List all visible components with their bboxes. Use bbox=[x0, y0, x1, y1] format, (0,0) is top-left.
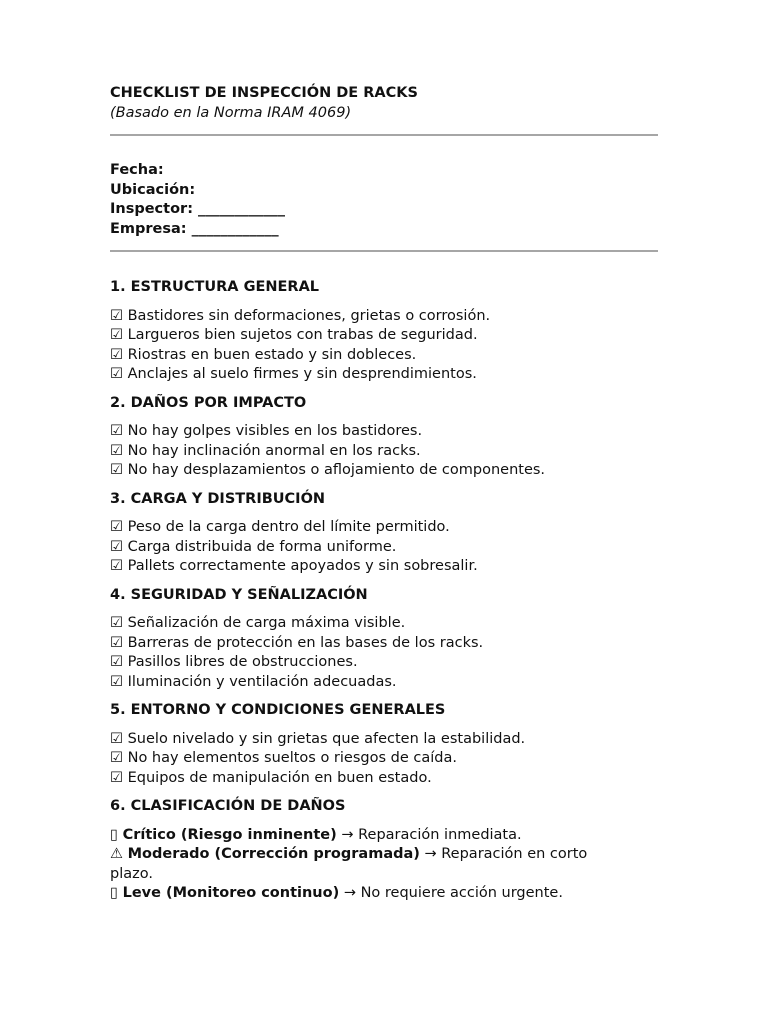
divider-top bbox=[110, 134, 658, 136]
section-title-estructura: 1. ESTRUCTURA GENERAL bbox=[110, 279, 320, 295]
document-title: CHECKLIST DE INSPECCIÓN DE RACKS bbox=[110, 85, 418, 101]
checklist-item: ☑ Carga distribuida de forma uniforme. bbox=[110, 538, 397, 555]
classification-label: Moderado (Corrección programada) bbox=[127, 846, 420, 862]
classification-label: Crítico (Riesgo inminente) bbox=[122, 826, 337, 843]
meta-empresa bbox=[110, 220, 658, 240]
meta-label: Empresa: bbox=[110, 220, 187, 237]
checklist-item: ☑ Peso de la carga dentro del límite permitido. bbox=[110, 519, 450, 535]
checklist-item: ☑ Iluminación y ventilación adecuadas. bbox=[110, 673, 397, 690]
classification-text: → Reparación inmediata. bbox=[336, 826, 522, 843]
checklist-item: ☑ No hay inclinación anormal en los racks. bbox=[110, 442, 421, 459]
warning-icon: ⚠ bbox=[110, 846, 123, 862]
section-title-clasificacion: 6. CLASIFICACIÓN DE DAÑOS bbox=[110, 798, 346, 814]
minor-icon: ▯ bbox=[110, 885, 118, 901]
section-title-entorno: 5. ENTORNO Y CONDICIONES GENERALES bbox=[110, 702, 446, 718]
checklist-item: ☑ Bastidores sin deformaciones, grietas o corrosión. bbox=[110, 307, 491, 324]
document-subtitle: (Basado en la Norma IRAM 4069) bbox=[110, 104, 352, 121]
document-page bbox=[110, 84, 658, 904]
checklist-item: ☑ Barreras de protección en las bases de los racks. bbox=[110, 634, 484, 651]
meta-fecha bbox=[110, 161, 658, 181]
checklist-item: ☑ Señalización de carga máxima visible. bbox=[110, 615, 406, 631]
section-title-danos-impacto: 2. DAÑOS POR IMPACTO bbox=[110, 394, 307, 411]
checklist-item: ☑ Pasillos libres de obstrucciones. bbox=[110, 654, 358, 670]
section-title-carga: 3. CARGA Y DISTRIBUCIÓN bbox=[110, 490, 326, 507]
checklist-item: ☑ Riostras en buen estado y sin dobleces. bbox=[110, 346, 417, 363]
classification-text: → Reparación en corto plazo. bbox=[110, 846, 588, 882]
classification-label: Leve (Monitoreo continuo) bbox=[122, 885, 340, 901]
checklist-item: ☑ Suelo nivelado y sin grietas que afecten la estabilidad. bbox=[110, 730, 526, 747]
meta-ubicacion bbox=[110, 181, 658, 201]
checklist-item: ☑ No hay elementos sueltos o riesgos de caída. bbox=[110, 750, 457, 766]
meta-label: Inspector: bbox=[110, 201, 193, 217]
classification-text: → No requiere acción urgente. bbox=[339, 885, 563, 901]
meta-value: ____________ bbox=[186, 220, 279, 237]
meta-value: ____________ bbox=[193, 201, 286, 217]
meta-inspector bbox=[110, 200, 658, 220]
checklist-item: ☑ Anclajes al suelo firmes y sin desprendimientos. bbox=[110, 366, 477, 382]
section-title-seguridad: 4. SEGURIDAD Y SEÑALIZACIÓN bbox=[110, 586, 368, 603]
divider-bottom bbox=[110, 250, 658, 252]
classification-item-moderado bbox=[110, 845, 630, 884]
classification-item-critico bbox=[110, 826, 630, 846]
checklist-item: ☑ Equipos de manipulación en buen estado. bbox=[110, 769, 432, 786]
checklist-item: ☑ No hay desplazamientos o aflojamiento de componentes. bbox=[110, 462, 546, 478]
checklist-item: ☑ Largueros bien sujetos con trabas de seguridad. bbox=[110, 327, 478, 343]
meta-block bbox=[110, 161, 658, 239]
meta-label: Ubicación: bbox=[110, 181, 196, 198]
classification-item-leve bbox=[110, 884, 630, 904]
checklist-item: ☑ No hay golpes visibles en los bastidores. bbox=[110, 423, 423, 439]
meta-label: Fecha: bbox=[110, 162, 164, 178]
checklist-item: ☑ Pallets correctamente apoyados y sin sobresalir. bbox=[110, 558, 478, 574]
critical-icon: ▯ bbox=[110, 826, 118, 843]
